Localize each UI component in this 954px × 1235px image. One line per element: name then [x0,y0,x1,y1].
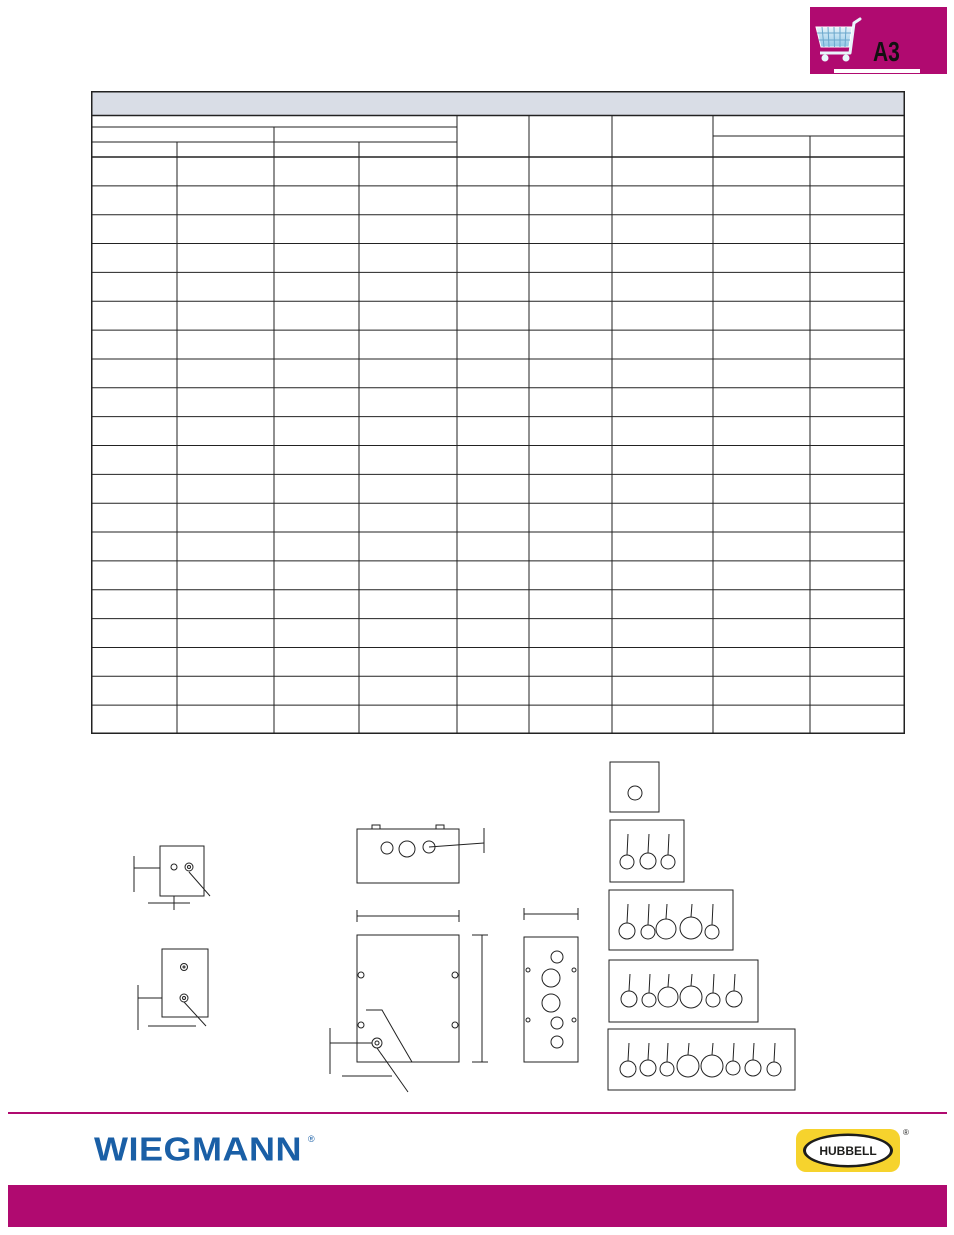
knockout-panel-5 [608,1029,795,1090]
knockout-hole [660,1062,674,1076]
knockout-hole [642,993,656,1007]
shopping-cart-icon[interactable] [810,7,870,74]
knockout-leader [648,834,649,853]
knockout-hole [628,786,642,800]
knockout-leader [688,1043,689,1055]
catalog-section-code: A3 [873,36,900,67]
footer-divider [8,1112,947,1114]
spec-table-grid [91,91,905,734]
knockout-hole [680,986,702,1008]
knockout-leader [666,904,667,919]
knockout-leader [774,1043,775,1062]
knockout-hole [767,1062,781,1076]
knockout-leader [627,834,628,855]
knockout-panel-2 [610,820,684,882]
knockout-hole [620,1061,636,1077]
knockout-hole [701,1055,723,1077]
hubbell-registered-mark: ® [903,1128,909,1137]
knockout-hole [726,1061,740,1075]
knockout-leader [753,1043,754,1060]
table-title-band [92,92,905,116]
badge-underline [834,69,920,73]
enclosure-front-view [330,910,488,1092]
knockout-leader [648,904,649,925]
knockout-hole [658,987,678,1007]
knockout-leader [667,1043,668,1062]
knockout-hole [706,993,720,1007]
hubbell-logo[interactable] [794,1126,910,1176]
knockout-leader [713,974,714,993]
hubbell-wordmark: HUBBELL [819,1144,877,1158]
knockout-leader [691,974,692,986]
knockout-leader [628,1043,629,1061]
mounting-plate-drawing-bottom [138,949,208,1030]
knockout-leader [629,974,630,991]
knockout-leader [627,904,628,923]
knockout-hole [641,925,655,939]
knockout-hole [677,1055,699,1077]
knockout-leader [648,1043,649,1060]
knockout-hole [661,855,675,869]
knockout-leader [712,904,713,925]
knockout-hole [640,1060,656,1076]
enclosure-side-view [524,908,578,1062]
knockout-panel-1 [610,762,659,812]
knockout-hole [726,991,742,1007]
knockout-hole [656,919,676,939]
knockout-hole [745,1060,761,1076]
knockout-hole [621,991,637,1007]
knockout-leader [712,1043,713,1055]
wiegmann-logo[interactable]: WIEGMANN [94,1130,302,1168]
spec-table [91,91,905,734]
knockout-hole [680,917,702,939]
knockout-leader [733,1043,734,1061]
enclosure-top-view [357,825,484,883]
table-border [92,92,905,734]
technical-drawings [0,740,954,1110]
footer-band [8,1185,947,1227]
knockout-hole [619,923,635,939]
knockout-leader [649,974,650,993]
knockout-leader [734,974,735,991]
knockout-leader [691,904,692,917]
knockout-leader [668,974,669,987]
knockout-hole [640,853,656,869]
wiegmann-registered-mark: ® [308,1134,315,1144]
knockout-hole [705,925,719,939]
mounting-plate-drawing-top [134,846,210,910]
knockout-hole [620,855,634,869]
knockout-leader [668,834,669,855]
